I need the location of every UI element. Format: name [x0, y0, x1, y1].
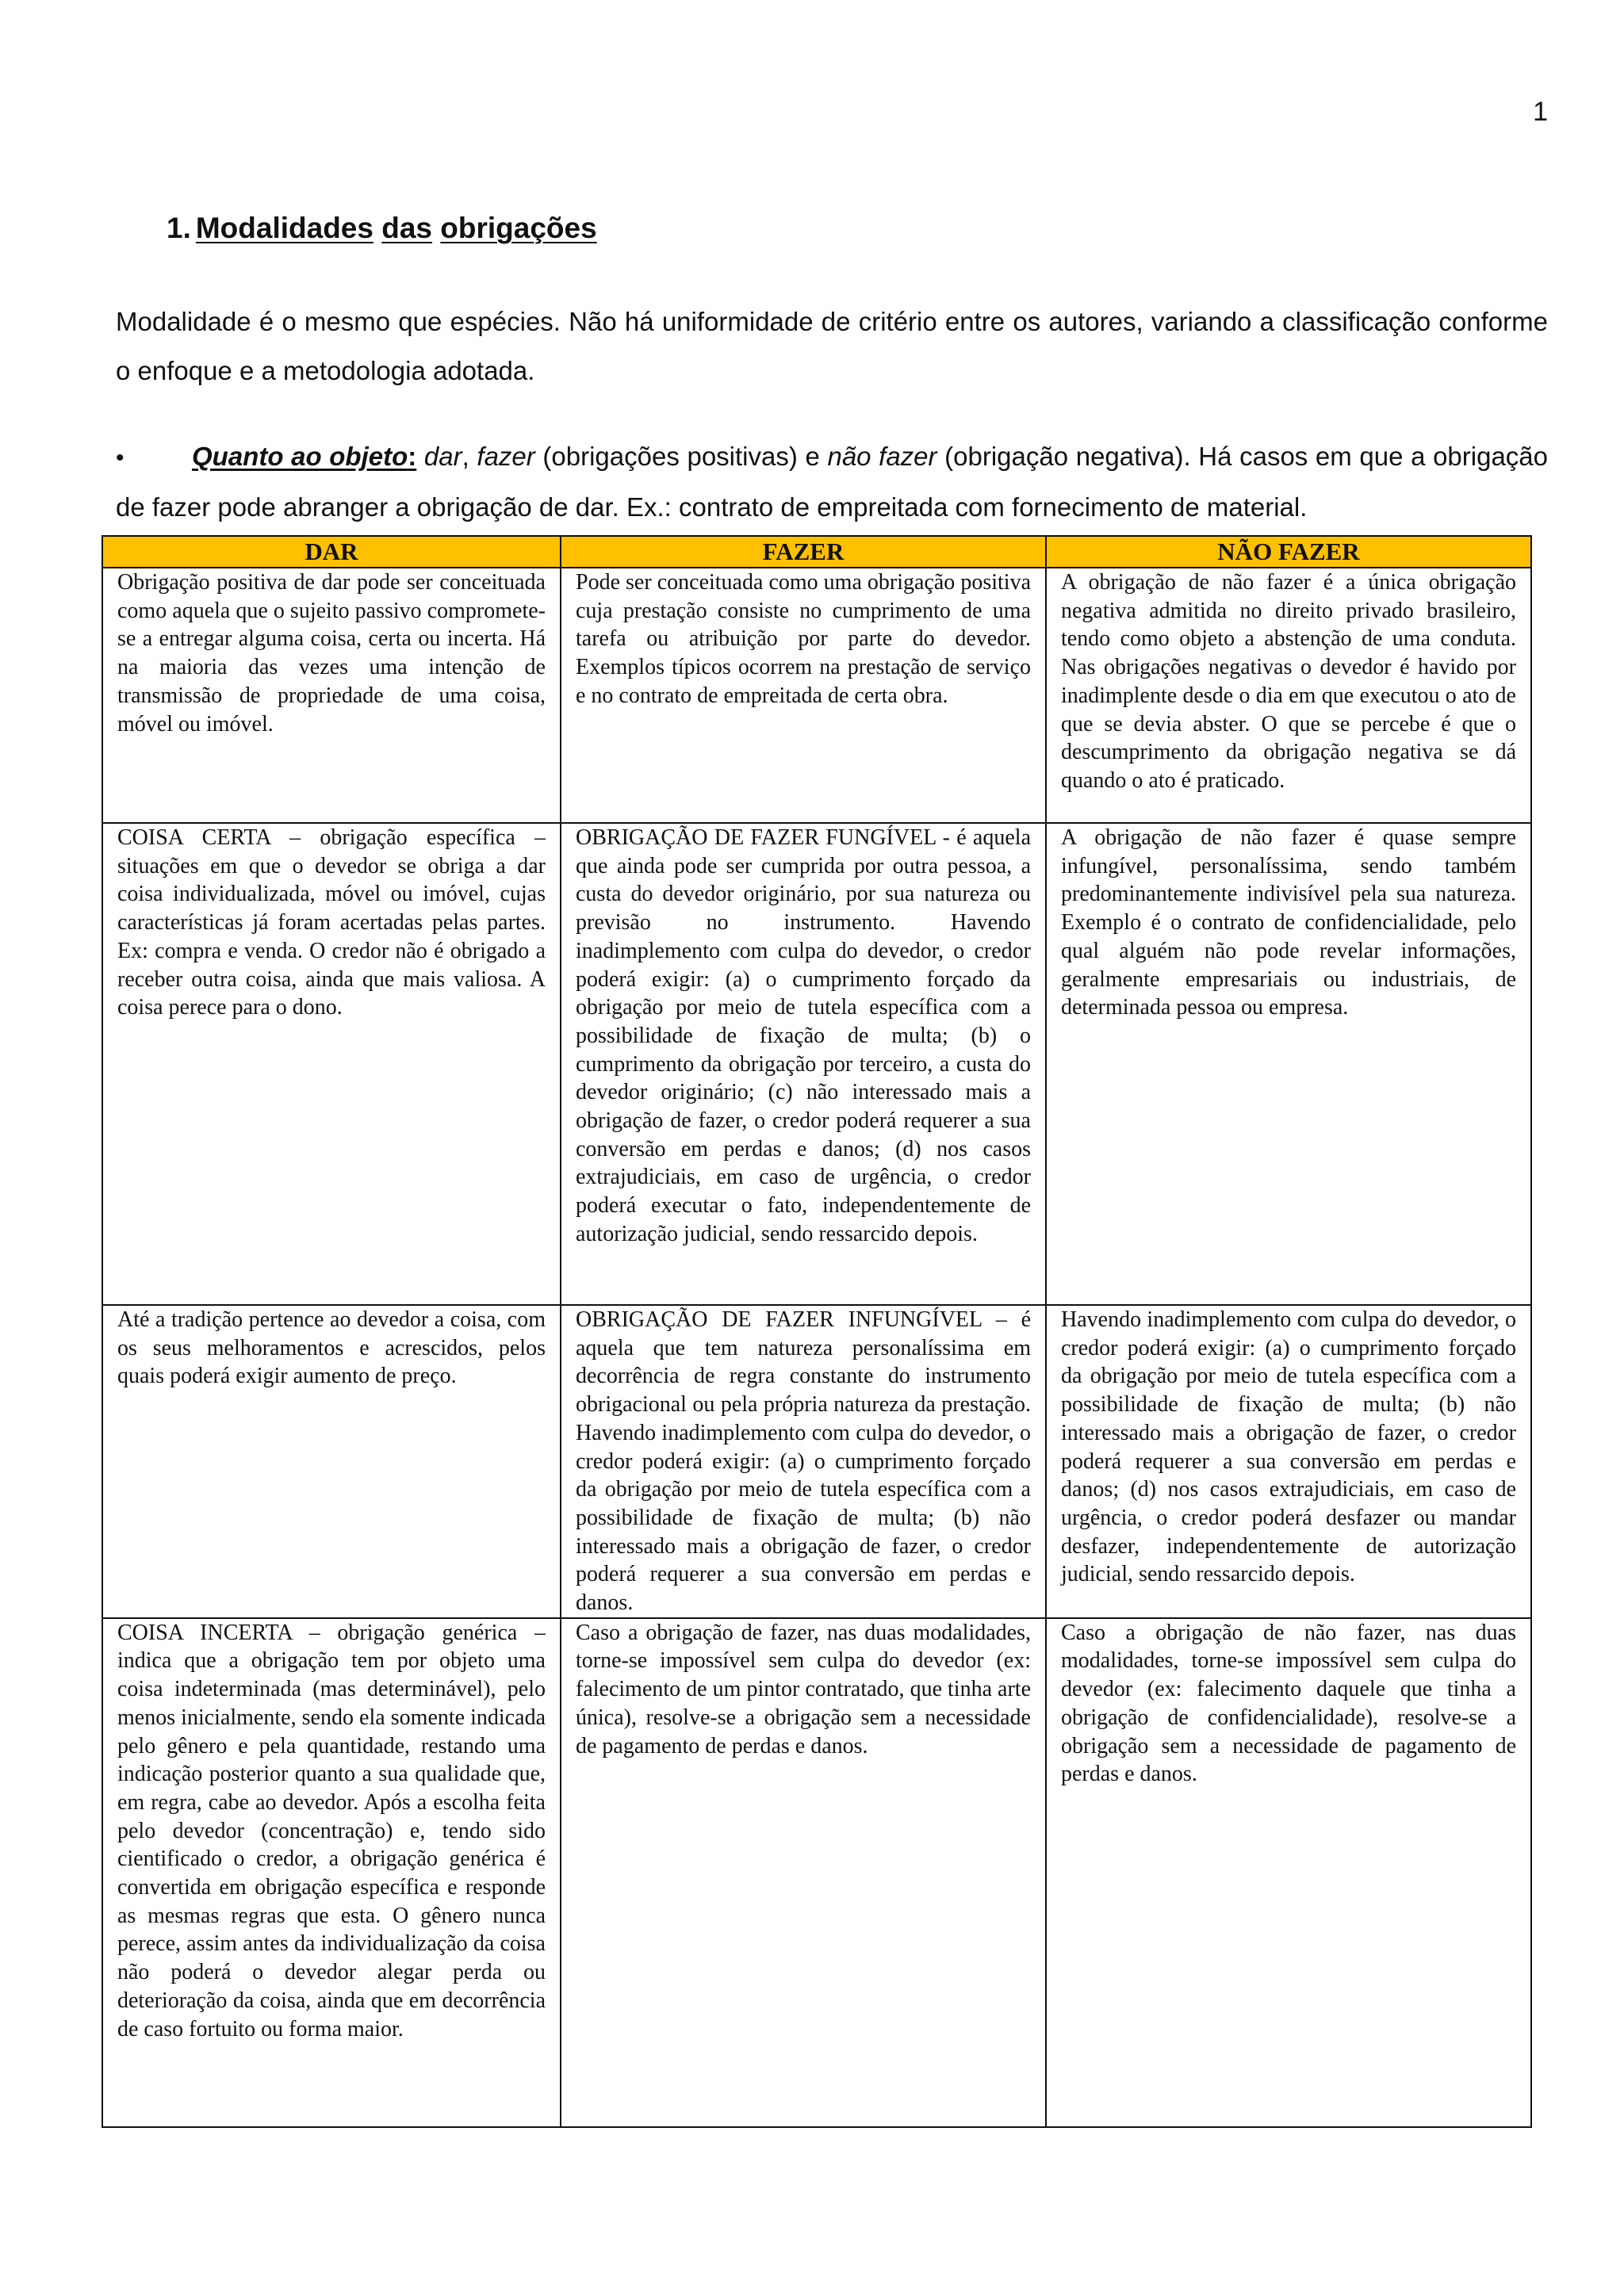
intro-paragraph: Modalidade é o mesmo que espécies. Não há uniformidade de critério entre os autores, variando a classificação conforme o enfoque e a metodologia adotada.	[116, 307, 1548, 385]
bullet-lead: Quanto ao objeto	[192, 442, 408, 471]
bullet-separator: ,	[462, 442, 477, 471]
table-cell: Pode ser conceituada como uma obrigação positiva cuja prestação consiste no cumprimento de uma tarefa ou atribuição por parte do devedor. Exemplos típicos ocorrem na prestação de serviço e no contrato de empreitada de certa obra.	[561, 568, 1046, 823]
header-fazer: FAZER	[561, 536, 1046, 568]
heading-word: Modalidades	[195, 212, 373, 244]
header-nao-fazer: NÃO FAZER	[1046, 536, 1531, 568]
table-cell: A obrigação de não fazer é quase sempre infungível, personalíssima, sendo também predominantemente indivisível pela sua natureza. Exemplo é o contrato de confidencialidade, pelo qual alguém não pode revelar informações, geralmente empresariais ou industriais, de determinada pessoa ou empresa.	[1046, 823, 1531, 1305]
table-header-row	[102, 536, 1531, 568]
table-cell: COISA CERTA – obrigação específica – situações em que o devedor se obriga a dar coisa individualizada, móvel ou imóvel, cujas características já foram acertadas pelas partes. Ex: compra e venda. O credor não é obrigado a receber outra coisa, ainda que mais valiosa. A coisa perece para o dono.	[102, 823, 561, 1305]
term-fazer: fazer	[477, 442, 535, 471]
term-nao-fazer: não fazer	[827, 442, 937, 471]
section-heading	[167, 211, 597, 246]
term-dar: dar	[423, 442, 462, 471]
bullet-text: (obrigação negativa). Há casos em que a obrigação de fazer pode abranger a obrigação de dar. Ex.: contrato de empreitada com fornecimento de material.	[116, 442, 1549, 522]
table-cell: OBRIGAÇÃO DE FAZER INFUNGÍVEL – é aquela que tem natureza personalíssima em decorrência de regra constante do instrumento obrigacional ou pela própria natureza da prestação. Havendo inadimplemento com culpa do devedor, o credor poderá exigir: (a) o cumprimento forçado da obrigação por meio de tutela específica com a possibilidade de fixação de multa; (b) não interessado mais a obrigação de fazer, o credor poderá requerer a sua conversão em perdas e danos.	[561, 1305, 1046, 1618]
bullet-paragraph	[116, 432, 1548, 532]
header-dar: DAR	[102, 536, 561, 568]
table-cell: COISA INCERTA – obrigação genérica – indica que a obrigação tem por objeto uma coisa indeterminada (mas determinável), pelo menos inicialmente, sendo ela somente indicada pelo gênero e pela quantidade, restando uma indicação posterior quanto a sua qualidade que, em regra, cabe ao devedor. Após a escolha feita pelo devedor (concentração) e, tendo sido cientificado o credor, a obrigação genérica é convertida em obrigação específica e responde as mesmas regras que esta. O gênero nunca perece, assim antes da individualização da coisa não poderá o devedor alegar perda ou deterioração da coisa, ainda que em decorrência de caso fortuito ou forma maior.	[102, 1618, 561, 2127]
bullet-colon: :	[408, 442, 417, 471]
table-cell: Obrigação positiva de dar pode ser conceituada como aquela que o sujeito passivo compromete-se a entregar alguma coisa, certa ou incerta. Há na maioria das vezes uma intenção de transmissão de propriedade de uma coisa, móvel ou imóvel.	[102, 568, 561, 823]
table-cell: A obrigação de não fazer é a única obrigação negativa admitida no direito privado brasileiro, tendo como objeto a abstenção de uma conduta. Nas obrigações negativas o devedor é havido por inadimplente desde o dia em que executou o ato de que se devia abster. O que se percebe é que o descumprimento da obrigação negativa se dá quando o ato é praticado.	[1046, 568, 1531, 823]
table-row	[102, 1618, 1531, 2127]
table-cell: Caso a obrigação de não fazer, nas duas modalidades, torne-se impossível sem culpa do devedor (ex: falecimento daquele que tinha a obrigação de confidencialidade), resolve-se a obrigação sem a necessidade de pagamento de perdas e danos.	[1046, 1618, 1531, 2127]
heading-word: obrigações	[440, 212, 597, 244]
obligations-table	[102, 535, 1532, 2128]
table-row	[102, 823, 1531, 1305]
table-cell: Até a tradição pertence ao devedor a coisa, com os seus melhoramentos e acrescidos, pelos quais poderá exigir aumento de preço.	[102, 1305, 561, 1618]
heading-number: 1.	[167, 212, 191, 244]
bullet-icon: •	[116, 445, 124, 471]
page-number: 1	[1533, 97, 1548, 127]
table-cell: OBRIGAÇÃO DE FAZER FUNGÍVEL - é aquela que ainda pode ser cumprida por outra pessoa, a custa do devedor originário, por sua natureza ou previsão no instrumento. Havendo inadimplemento com culpa do devedor, o credor poderá exigir: (a) o cumprimento forçado da obrigação por meio de tutela específica com a possibilidade de fixação de multa; (b) o cumprimento da obrigação por terceiro, a custa do devedor originário; (c) não interessado mais a obrigação de fazer, o credor poderá requerer a sua conversão em perdas e danos; (d) nos casos extrajudiciais, em caso de urgência, o credor poderá executar o fato, independentemente de autorização judicial, sendo ressarcido depois.	[561, 823, 1046, 1305]
heading-word: das	[381, 212, 433, 244]
table-row	[102, 568, 1531, 823]
table-cell: Havendo inadimplemento com culpa do devedor, o credor poderá exigir: (a) o cumprimento forçado da obrigação por meio de tutela específica com a possibilidade de fixação de multa; (b) não interessado mais a obrigação de fazer, o credor poderá requerer a sua conversão em perdas e danos; (d) nos casos extrajudiciais, em caso de urgência, o credor poderá desfazer ou mandar desfazer, independentemente de autorização judicial, sendo ressarcido depois.	[1046, 1305, 1531, 1618]
table-cell: Caso a obrigação de fazer, nas duas modalidades, torne-se impossível sem culpa do devedor (ex: falecimento de um pintor contratado, que tinha arte única), resolve-se a obrigação sem a necessidade de pagamento de perdas e danos.	[561, 1618, 1046, 2127]
bullet-text: (obrigações positivas) e	[534, 442, 828, 471]
table-row	[102, 1305, 1531, 1618]
